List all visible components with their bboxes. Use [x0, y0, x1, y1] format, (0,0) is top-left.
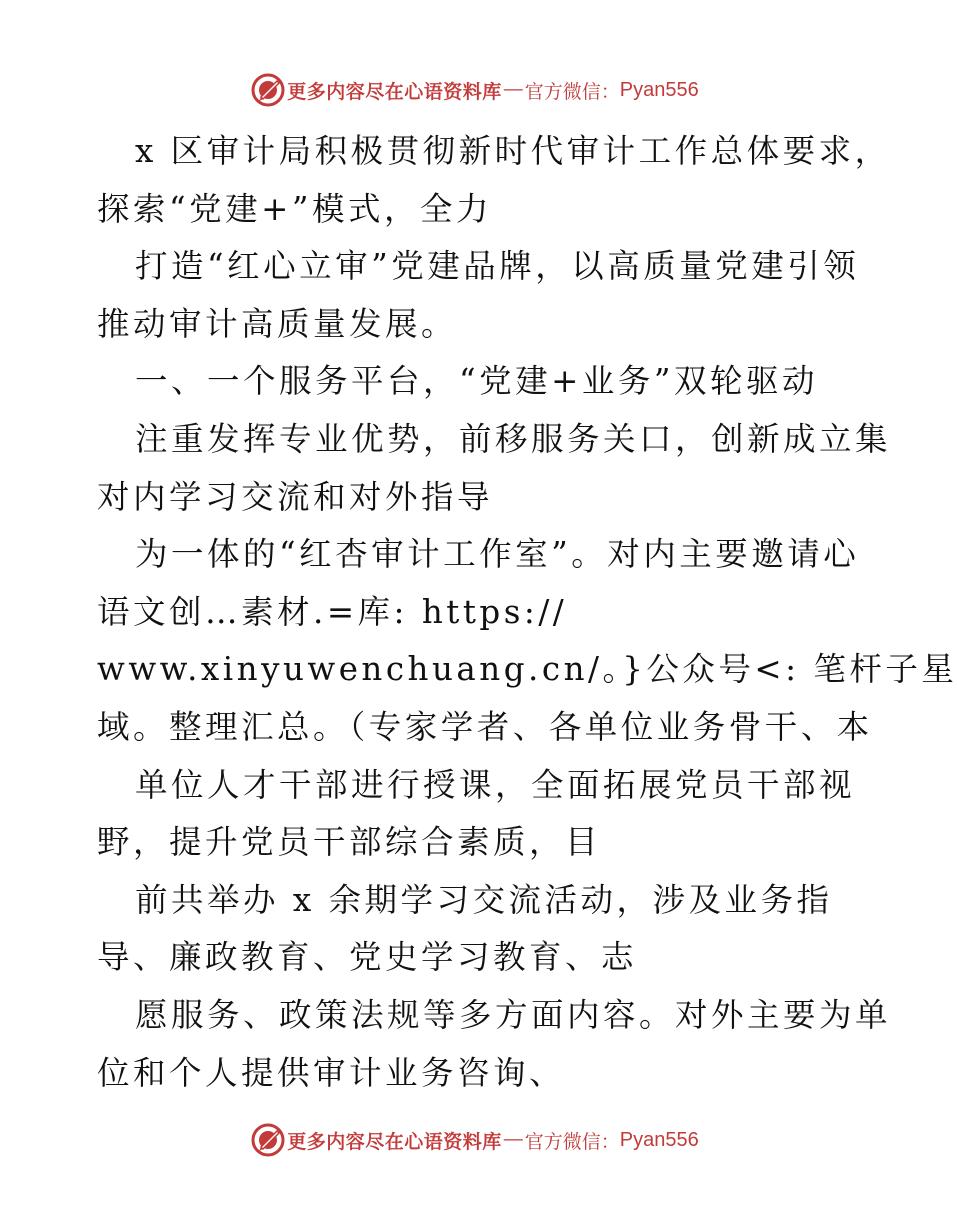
text-line: 前共举办 x 余期学习交流活动，涉及业务指 — [135, 880, 833, 919]
header-banner — [0, 70, 950, 110]
text-line: 语文创…素材.=库: https:// — [97, 592, 568, 631]
text-line: 打造“红心立审”党建品牌，以高质量党建引领 — [135, 247, 860, 286]
text-line: 对内学习交流和对外指导 — [97, 477, 494, 516]
header-wechat-id: Pyan556 — [619, 78, 699, 101]
text-line: 单位人才干部进行授课，全面拓展党员干部视 — [135, 765, 856, 804]
footer-banner — [0, 1120, 950, 1160]
text-line: 为一体的“红杏审计工作室”。对内主要邀请心 — [135, 535, 860, 574]
writing-hand-logo-icon — [251, 1123, 285, 1157]
text-line: 导、廉政教育、党史学习教育、志 — [97, 938, 638, 977]
text-line: 推动审计高质量发展。 — [97, 304, 458, 343]
footer-wechat-id: Pyan556 — [619, 1128, 699, 1151]
text-line: x 区审计局积极贯彻新时代审计工作总体要求， — [135, 132, 891, 170]
header-brand-text: 更多内容尽在心语资料库 — [287, 80, 502, 103]
text-line: 探索“党建+”模式，全力 — [97, 189, 492, 228]
text-line: www.xinyuwenchuang.cn/。}公众号<: 笔杆子星 — [97, 650, 957, 689]
text-line: 位和个人提供审计业务咨询、 — [97, 1053, 566, 1092]
footer-brand-text: 更多内容尽在心语资料库 — [287, 1130, 502, 1153]
header-wechat-label: 官方微信： — [524, 80, 620, 103]
text-line: 愿服务、政策法规等多方面内容。对外主要为单 — [135, 995, 892, 1034]
text-line: 域。整理汇总。（专家学者、各单位业务骨干、本 — [97, 707, 873, 746]
footer-wechat-label: 官方微信： — [524, 1130, 620, 1153]
text-line: 注重发挥专业优势，前移服务关口，创新成立集 — [135, 419, 892, 458]
section-heading: 一、一个服务平台，“党建+业务”双轮驱动 — [135, 362, 818, 401]
footer-separator: — — [503, 1129, 523, 1150]
text-line: 野，提升党员干部综合素质，目 — [97, 823, 602, 862]
header-separator: — — [503, 79, 523, 100]
document-body — [97, 123, 957, 1102]
writing-hand-logo-icon — [251, 73, 285, 107]
